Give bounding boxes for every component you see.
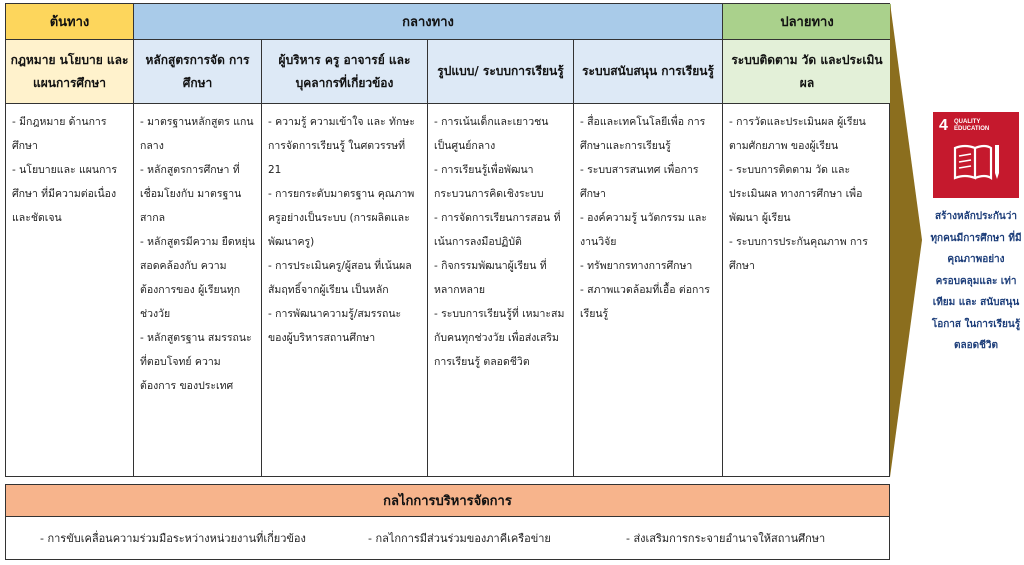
column-learning-system <box>428 104 574 476</box>
list-item: - หลักสูตรมีความ ยืดหยุ่น สอดคล้องกับ ความต้องการของ ผู้เรียนทุกช่วงวัย <box>140 236 255 320</box>
list-item: - ระบบการติดตาม วัด และประเมินผล ทางการศึกษา เพื่อพัฒนา ผู้เรียน <box>729 164 863 224</box>
column-law-policy <box>6 104 134 476</box>
list-item: - สภาพแวดล้อมที่เอื้อ ต่อการเรียนรู้ <box>580 284 710 320</box>
mechanism-item: - การขับเคลื่อนความร่วมมือระหว่างหน่วยงานที่เกี่ยวข้อง <box>40 532 306 545</box>
list-item: - การประเมินครู/ผู้สอน ที่เน้นผลสัมฤทธิ์จากผู้เรียน เป็นหลัก <box>268 260 412 296</box>
pencil-icon <box>995 145 999 173</box>
open-book-icon <box>953 142 1001 182</box>
list-item: - การเรียนรู้เพื่อพัฒนา กระบวนการคิดเชิงระบบ <box>434 164 544 200</box>
mechanism-item: - ส่งเสริมการกระจายอำนาจให้สถานศึกษา <box>626 532 826 545</box>
list-item: - กิจกรรมพัฒนาผู้เรียน ที่หลากหลาย <box>434 260 547 296</box>
list-item: - องค์ความรู้ นวัตกรรม และงานวิจัย <box>580 212 707 248</box>
framework-grid <box>5 3 890 477</box>
list-item: - ระบบการเรียนรู้ที่ เหมาะสมกับคนทุกช่วงวัย เพื่อส่งเสริมการเรียนรู้ ตลอดชีวิต <box>434 308 565 368</box>
sdg-label-line2: EDUCATION <box>954 126 990 132</box>
list-item: - สื่อและเทคโนโลยีเพื่อ การศึกษาและการเรียนรู้ <box>580 116 706 152</box>
list-item: - การยกระดับมาตรฐาน คุณภาพครูอย่างเป็นระบบ (การผลิตและพัฒนาครู) <box>268 188 415 248</box>
column-title-support-system: ระบบสนับสนุน การเรียนรู้ <box>574 40 723 104</box>
column-title-law-policy: กฎหมาย นโยบาย และแผนการศึกษา <box>6 40 134 104</box>
column-title-learning-system: รูปแบบ/ ระบบการเรียนรู้ <box>428 40 574 104</box>
list-item: - ทรัพยากรทางการศึกษา <box>580 260 693 272</box>
mechanism-item: - กลไกการมีส่วนร่วมของภาคีเครือข่าย <box>368 532 551 545</box>
header-start: ต้นทาง <box>6 4 134 40</box>
column-curriculum <box>134 104 262 476</box>
list-item: - มาตรฐานหลักสูตร แกนกลาง <box>140 116 254 152</box>
list-item: - ระบบสารสนเทศ เพื่อการศึกษา <box>580 164 699 200</box>
right-arrow-icon <box>890 3 922 477</box>
header-middle: กลางทาง <box>134 4 723 40</box>
list-item: - การพัฒนาความรู้/สมรรถนะ ของผู้บริหารสถานศึกษา <box>268 308 402 344</box>
mechanism-title: กลไกการบริหารจัดการ <box>6 485 889 517</box>
sdg-number: 4 <box>939 117 948 134</box>
list-item: - หลักสูตรการศึกษา ที่เชื่อมโยงกับ มาตรฐานสากล <box>140 164 242 224</box>
list-item: - การจัดการเรียนการสอน ที่เน้นการลงมือปฏิบัติ <box>434 212 561 248</box>
list-item: - ความรู้ ความเข้าใจ และ ทักษะการจัดการเรียนรู้ ในศตวรรษที่ 21 <box>268 116 415 176</box>
column-title-personnel: ผู้บริหาร ครู อาจารย์ และบุคลากรที่เกี่ยวข้อง <box>262 40 428 104</box>
list-item: - มีกฎหมาย ด้านการศึกษา <box>12 116 107 152</box>
list-item: - การเน้นเด็กและเยาวชน เป็นศูนย์กลาง <box>434 116 549 152</box>
list-item: - ระบบการประกันคุณภาพ การศึกษา <box>729 236 868 272</box>
column-support-system <box>574 104 723 476</box>
header-end: ปลายทาง <box>723 4 891 40</box>
column-personnel <box>262 104 428 476</box>
mechanism-items <box>6 517 889 559</box>
list-item: - นโยบายและ แผนการศึกษา ที่มีความต่อเนื่อง และชัดเจน <box>12 164 117 224</box>
column-evaluation <box>723 104 891 476</box>
sdg-goal-text: สร้างหลักประกันว่า ทุกคนมีการศึกษา ที่มีคุณภาพอย่าง ครอบคลุมและ เท่าเทียม และ สนับสนุนโอกาส ในการเรียนรู้ ตลอดชีวิต <box>930 211 1022 351</box>
management-mechanism-box <box>5 484 890 560</box>
list-item: - หลักสูตรฐาน สมรรถนะที่ตอบโจทย์ ความต้องการ ของประเทศ <box>140 332 252 392</box>
sdg4-quality-education-badge <box>933 112 1019 198</box>
column-title-curriculum: หลักสูตรการจัด การศึกษา <box>134 40 262 104</box>
column-title-evaluation: ระบบติดตาม วัด และประเมินผล <box>723 40 891 104</box>
sdg-label <box>954 119 989 133</box>
sdg-label-line1: QUALITY <box>954 119 981 125</box>
list-item: - การวัดและประเมินผล ผู้เรียนตามศักยภาพ ของผู้เรียน <box>729 116 866 152</box>
